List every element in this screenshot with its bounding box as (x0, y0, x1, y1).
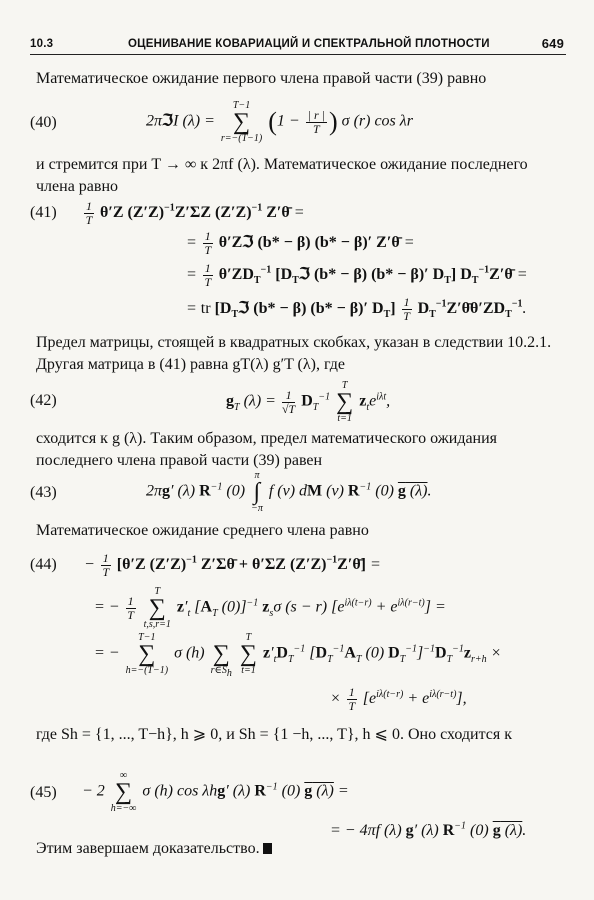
equation-44-line-2: = − $\frac{1}{T}$ T ∑ t,s,r=1 $z'_t$ [$A_T$ (0)]$^{-1}$ $z_s\sigma$ (s − r) $[e^{i\lambda(t-r)} + e^{i\lambda(r-t)}]$ = (94, 586, 446, 630)
equation-number-45: (45) (30, 784, 57, 801)
equation-40 (0, 100, 594, 150)
paragraph-6: где Sh = {1, ..., T−h}, h ⩾ 0, и Sh = {1 −h, ..., T}, h ⩽ 0. Оно сходится к (36, 726, 513, 743)
equation-number-40: (40) (30, 114, 57, 131)
equation-44-line-3: = − T−1 ∑ h=−(T−1) σ (h) ∑ $r\in S_h$ T ∑ t=1 $z'_tD_T^{-1}$ [$D_T^{-1}A_T$ (0) $D_T^{-1}]^{-1}D_T^{-1}z_{r+h}$ × (94, 632, 502, 679)
equation-45-line-2: = − 4πf (λ) g′ (λ) $R^{-1}$ (0) g (λ). (330, 820, 527, 839)
page-number: 649 (541, 36, 564, 51)
equation-43 (0, 470, 594, 516)
paragraph-7 (36, 838, 556, 860)
paragraph-3: Предел матрицы, стоящей в квадратных скобках, указан в следствии 10.2.1. Другая матрица в (41) равна gT(λ) g′T (λ), где (36, 334, 552, 373)
equation-43-body: 2πg′ (λ) $R^{-1}$ (0) π ∫ −π f (ν) dM (ν) $R^{-1}$ (0) g (λ). (146, 470, 432, 514)
paragraph-2: и стремится при T → ∞ к 2πf (λ). Математическое ожидание последнего члена равно (36, 156, 528, 195)
paragraph-4: сходится к g (λ). Таким образом, предел математического ожидания последнего члена правой части (39) равен (36, 430, 498, 469)
equation-number-42: (42) (30, 392, 57, 409)
equation-44-line-4: × $\frac{1}{T}$ $[e^{i\lambda(t-r)} + e^{i\lambda(r-t)}]$, (330, 685, 467, 713)
running-title: ОЦЕНИВАНИЕ КОВАРИАЦИЙ И СПЕКТРАЛЬНОЙ ПЛОТНОСТИ (128, 38, 490, 50)
equation-42 (0, 380, 594, 422)
end-of-proof-mark (263, 843, 272, 854)
equation-42-body: $g_T$ (λ) = $\frac{1}{√T}$ $D_T^{-1}$ T ∑ t=1 $z_te^{i\lambda t}$, (226, 380, 391, 424)
equation-45-line-1: − 2 ∞ ∑ h=−∞ σ (h) cos λhg′ (λ) $R^{-1}$ (0) g (λ) = (82, 770, 349, 814)
running-header (30, 30, 566, 55)
paragraph-5: Математическое ожидание среднего члена равно (36, 522, 369, 539)
equation-41-line-4: = tr [$D_Tℑ$ (b* − β) (b* − β)′ $D_T$] $\frac{1}{T}$ $D_T^{-1}Z'\thetā\theta'ZD_T^{-1}$. (186, 295, 527, 323)
equation-40-body: 2πℑI (λ) = T−1 ∑ r=−(T−1) (1 − $\frac{| r |}{T}$ ) σ (r) cos λr (146, 100, 413, 144)
equation-number-44: (44) (30, 556, 57, 573)
closing-sentence: Этим завершаем доказательство. (36, 840, 260, 857)
paragraph-1: Математическое ожидание первого члена правой части (39) равно (36, 70, 487, 87)
equation-41-line-3: = $\frac{1}{T}$ $\theta'ZD_T^{-1}$ [$D_Tℑ$ (b* − β) (b* − β)′ $D_T$] $D_T^{-1}Z'\thetā$ = (186, 261, 528, 289)
equation-44 (0, 552, 594, 712)
equation-number-43: (43) (30, 484, 57, 501)
equation-41-line-1: $\frac{1}{T}$ θ′Z $(Z'Z)^{-1}Z'\Sigma Z$ $(Z'Z)^{-1}$ Z′θ̄ = (85, 199, 305, 227)
equation-41 (0, 200, 594, 330)
equation-number-41: (41) (30, 204, 57, 221)
equation-44-line-1: − $\frac{1}{T}$ [θ′Z $(Z'Z)^{-1}$ Z′Σθ̄ + θ′ΣZ $(Z'Z)^{-1}Z'\thetā$] = (84, 551, 381, 579)
section-number: 10.3 (30, 38, 54, 50)
equation-41-line-2: = $\frac{1}{T}$ θ′Zℑ (b* − β) (b* − β)′ Z′θ̄ = (186, 229, 415, 257)
